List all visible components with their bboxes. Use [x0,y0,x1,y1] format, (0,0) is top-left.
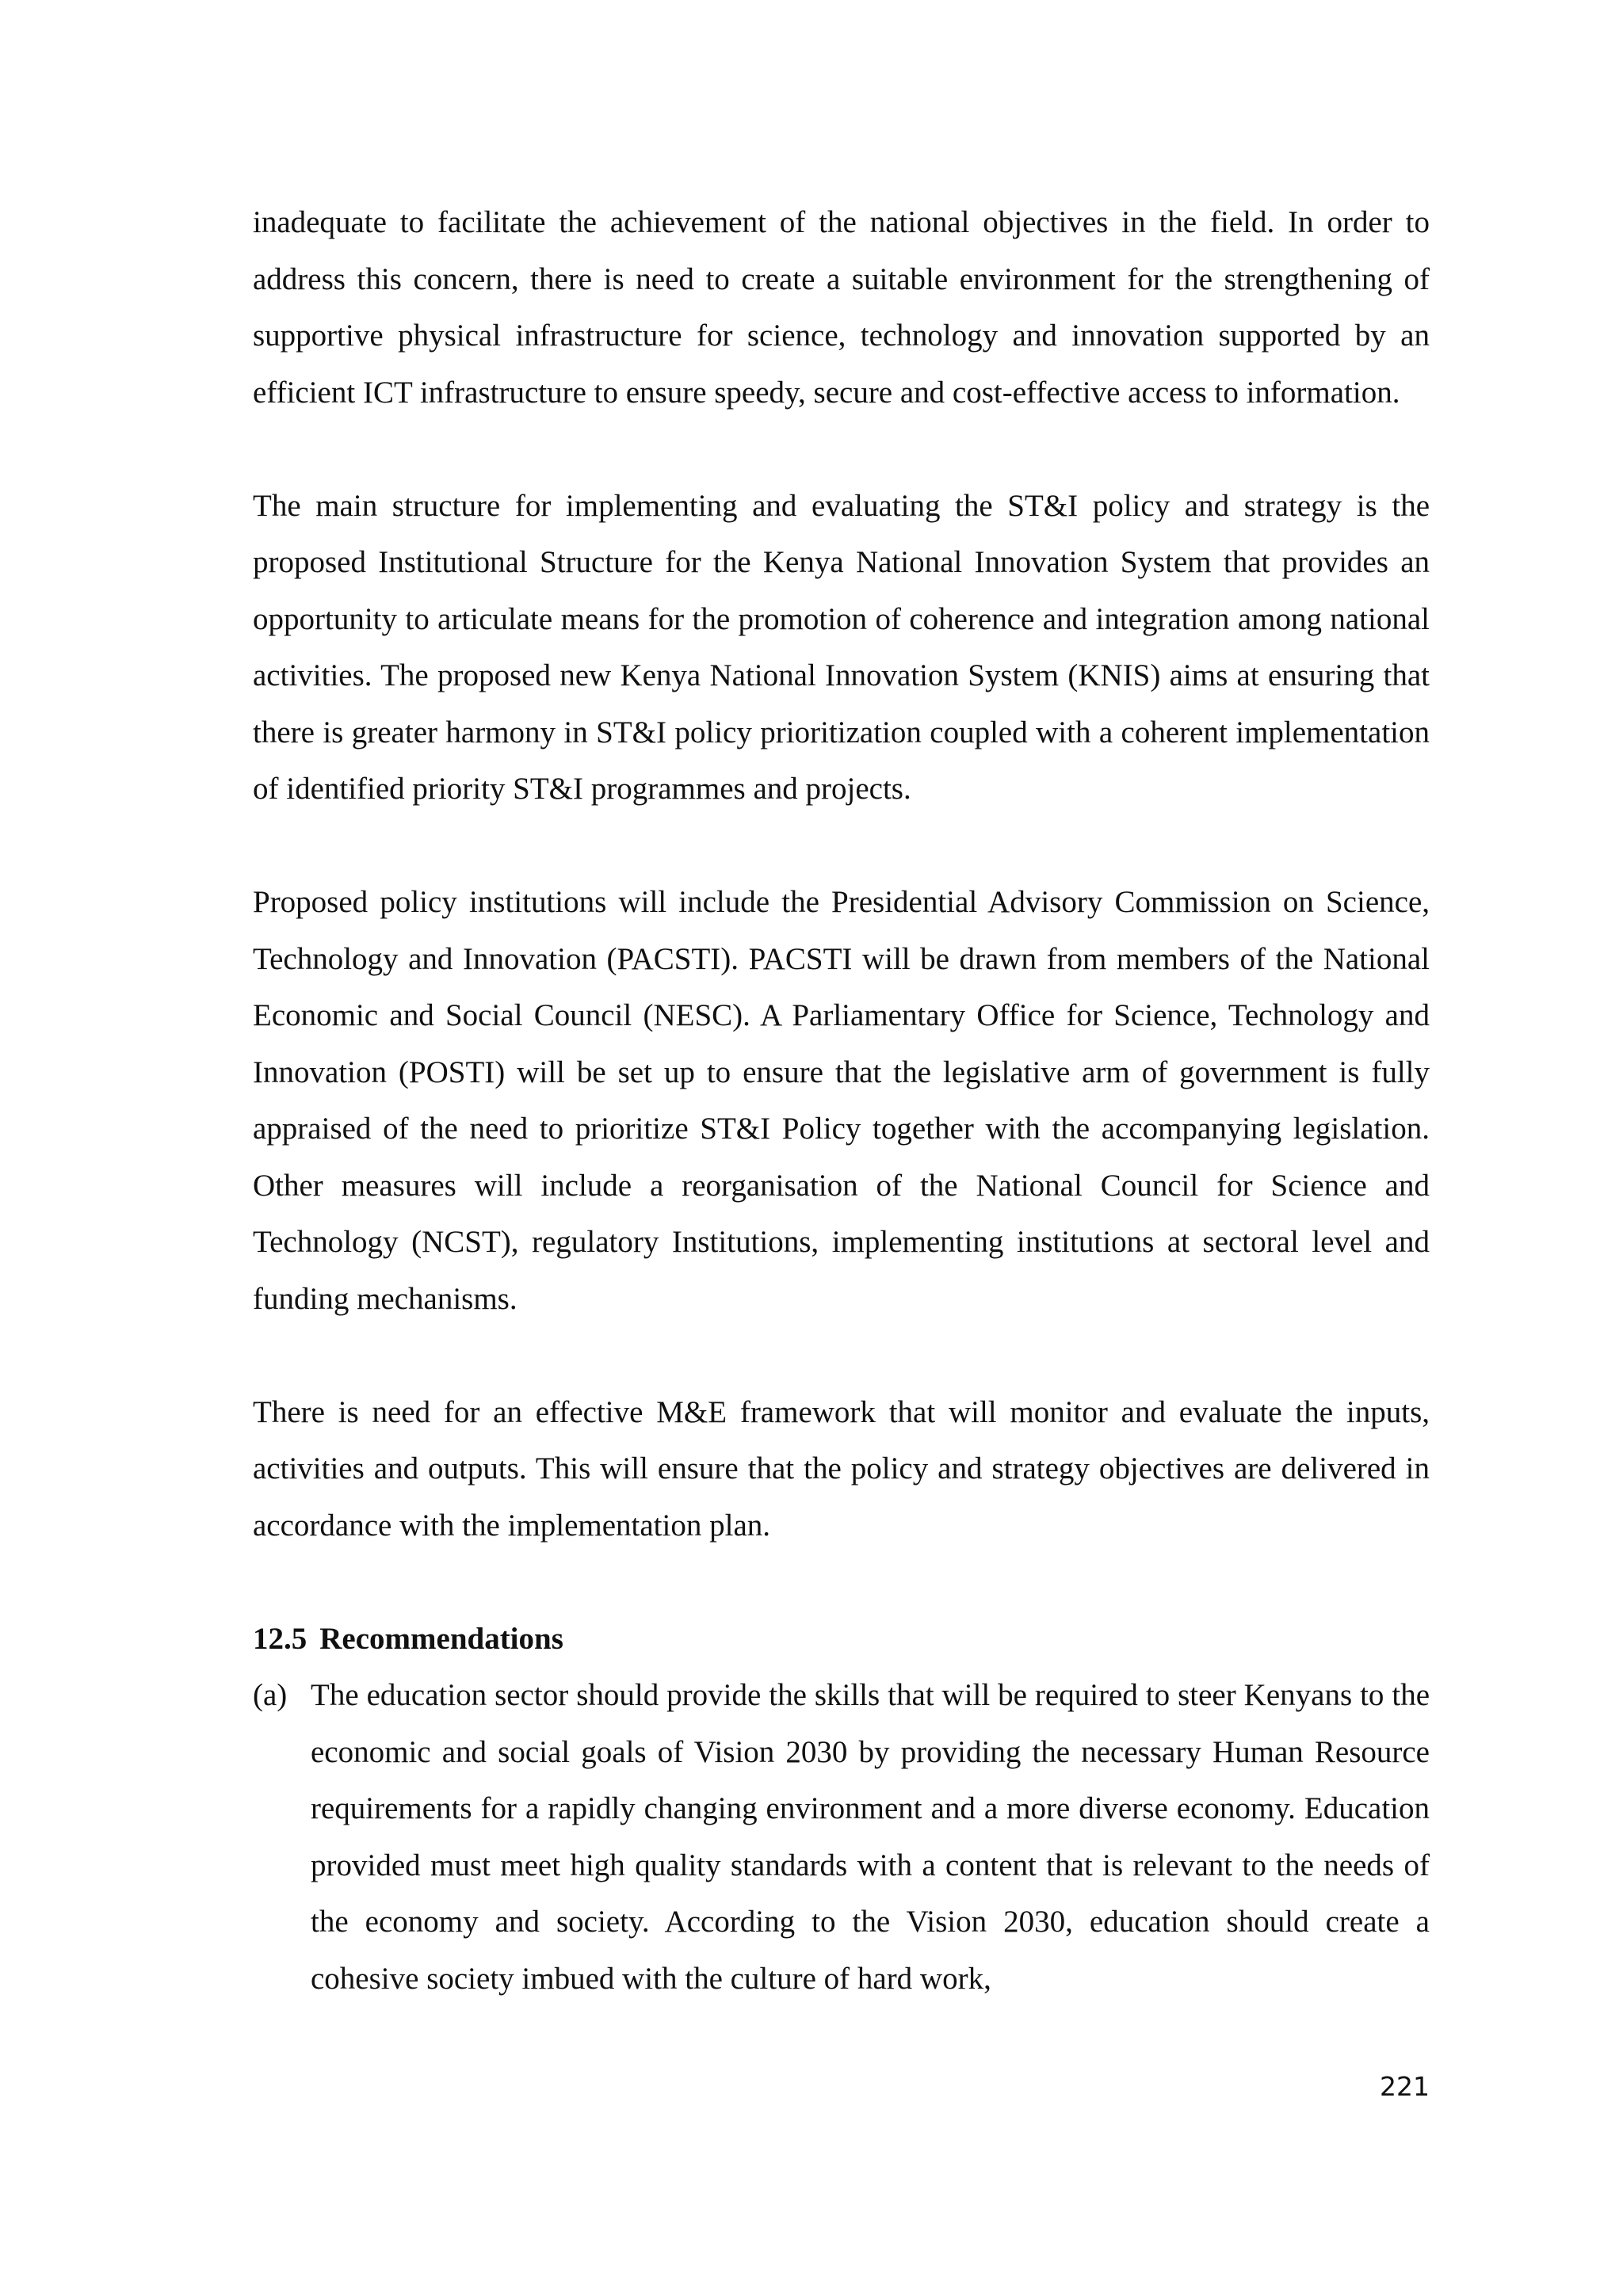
paragraph-infrastructure: inadequate to facilitate the achievement of the national objectives in the field. In order to address this concern, there is need to create a suitable environment for the strengthening of supportive physical infrastructure for science, technology and innovation supported by an efficient ICT infrastructure to ensure speedy, secure and cost-effective access to information. [253,205,1430,410]
recommendation-marker: (a) [253,1678,288,1712]
recommendation-item [253,1667,1430,2007]
section-title: Recommendations [319,1621,563,1656]
paragraph-policy-institutions: Proposed policy institutions will include the Presidential Advisory Commission on Science, Technology and Innovation (PACSTI). PACSTI will be drawn from members of the National Economic and Social Council (NESC). A Parliamentary Office for Science, Technology and Innovation (POSTI) will be set up to ensure that the legislative arm of government is fully appraised of the need to prioritize ST&I Policy together with the accompanying legislation. Other measures will include a reorganisation of the National Council for Science and Technology (NCST), regulatory Institutions, implementing institutions at sectoral level and funding mechanisms. [253,885,1430,1316]
paragraph-knis-structure: The main structure for implementing and evaluating the ST&I policy and strategy is the proposed Institutional Structure for the Kenya National Innovation System that provides an opportunity to articulate means for the promotion of coherence and integration among national activities. The proposed new Kenya National Innovation System (KNIS) aims at ensuring that there is greater harmony in ST&I policy prioritization coupled with a coherent implementation of identified priority ST&I programmes and projects. [253,488,1430,806]
page-number: 221 [1380,2071,1430,2102]
recommendation-text: The education sector should provide the skills that will be required to steer Kenyans to the economic and social goals of Vision 2030 by providing the necessary Human Resource requirements for a rapidly changing environment and a more diverse economy. Education provided must meet high quality standards with a content that is relevant to the needs of the economy and society. According to the Vision 2030, education should create a cohesive society imbued with the culture of hard work, [311,1678,1430,1996]
page-body [253,194,1430,2007]
paragraph-me-framework: There is need for an effective M&E framework that will monitor and evaluate the inputs, activities and outputs. This will ensure that the policy and strategy objectives are delivered in accordance with the implementation plan. [253,1394,1430,1543]
section-heading [253,1611,1430,1668]
section-number: 12.5 [253,1621,307,1656]
